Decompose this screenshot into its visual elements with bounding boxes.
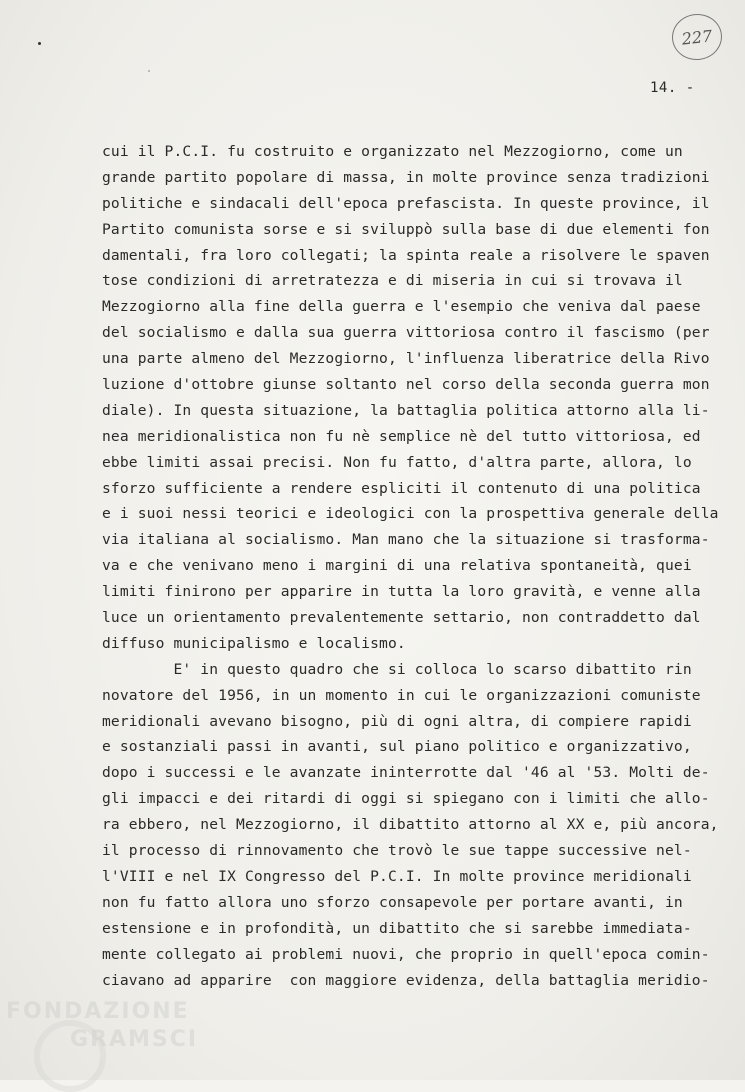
text-line: meridionali avevano bisogno, più di ogni altra, di compiere rapidi [102, 712, 692, 730]
watermark-line: FONDAZIONE [6, 999, 190, 1024]
text-line: gli impacci e dei ritardi di oggi si spiegano con i limiti che allo- [102, 790, 710, 808]
text-line: grande partito popolare di massa, in molte province senza tradizioni [102, 168, 710, 186]
text-line: luce un orientamento prevalentemente settario, non contraddetto dal [102, 609, 701, 627]
text-line: una parte almeno del Mezzogiorno, l'influenza liberatrice della Rivo [102, 350, 710, 368]
text-line: e sostanziali passi in avanti, sul piano politico e organizzativo, [102, 738, 692, 756]
text-line: damentali, fra loro collegati; la spinta reale a risolvere le spaven [102, 246, 710, 264]
text-line: diffuso municipalismo e localismo. [102, 634, 406, 652]
archive-stamp: 227 [670, 12, 725, 63]
text-line: non fu fatto allora uno sforzo consapevole per portare avanti, in [102, 893, 683, 911]
text-line: E' in questo quadro che si colloca lo scarso dibattito rin [102, 660, 692, 678]
ink-speck [148, 70, 150, 72]
page-number: 14. - [650, 80, 695, 96]
ink-speck [38, 42, 41, 45]
watermark-line: GRAMSCI [70, 1027, 199, 1052]
text-line: ra ebbero, nel Mezzogiorno, il dibattito attorno al XX e, più ancora, [102, 816, 719, 834]
text-line: cui il P.C.I. fu costruito e organizzato nel Mezzogiorno, come un [102, 143, 683, 160]
text-line: politiche e sindacali dell'epoca prefascista. In queste province, il [102, 194, 710, 212]
text-line: l'VIII e nel IX Congresso del P.C.I. In molte province meridionali [102, 867, 692, 885]
text-line: via italiana al socialismo. Man mano che la situazione si trasforma- [102, 531, 710, 549]
text-line: ciavano ad apparire con maggiore evidenza, della battaglia meridio- [102, 971, 710, 989]
watermark [6, 998, 198, 1054]
body-text [102, 139, 722, 993]
text-line: sforzo sufficiente a rendere espliciti il contenuto di una politica [102, 479, 701, 497]
text-line: estensione e in profondità, un dibattito che si sarebbe immediata- [102, 919, 692, 937]
text-line: luzione d'ottobre giunse soltanto nel corso della seconda guerra mon [102, 376, 710, 394]
text-line: mente collegato ai problemi nuovi, che proprio in quell'epoca comin- [102, 945, 710, 963]
text-line: il processo di rinnovamento che trovò le sue tappe successive nel- [102, 842, 692, 860]
text-line: tose condizioni di arretratezza e di miseria in cui si trovava il [102, 272, 683, 290]
text-line: novatore del 1956, in un momento in cui le organizzazioni comuniste [102, 686, 701, 704]
text-line: dopo i successi e le avanzate ininterrotte dal '46 al '53. Molti de- [102, 764, 710, 782]
text-line: limiti finirono per apparire in tutta la loro gravità, e venne alla [102, 583, 701, 601]
text-line: nea meridionalistica non fu nè semplice nè del tutto vittoriosa, ed [102, 427, 701, 445]
text-line: ebbe limiti assai precisi. Non fu fatto, d'altra parte, allora, lo [102, 453, 692, 471]
text-line: del socialismo e dalla sua guerra vittoriosa contro il fascismo (per [102, 324, 710, 342]
text-line: e i suoi nessi teorici e ideologici con la prospettiva generale della [102, 505, 719, 523]
text-line: va e che venivano meno i margini di una relativa spontaneità, quei [102, 557, 692, 575]
text-line: Partito comunista sorse e si sviluppò sulla base di due elementi fon [102, 220, 710, 238]
text-line: Mezzogiorno alla fine della guerra e l'esempio che veniva dal paese [102, 298, 701, 316]
text-line: diale). In questa situazione, la battaglia politica attorno alla li- [102, 401, 710, 419]
